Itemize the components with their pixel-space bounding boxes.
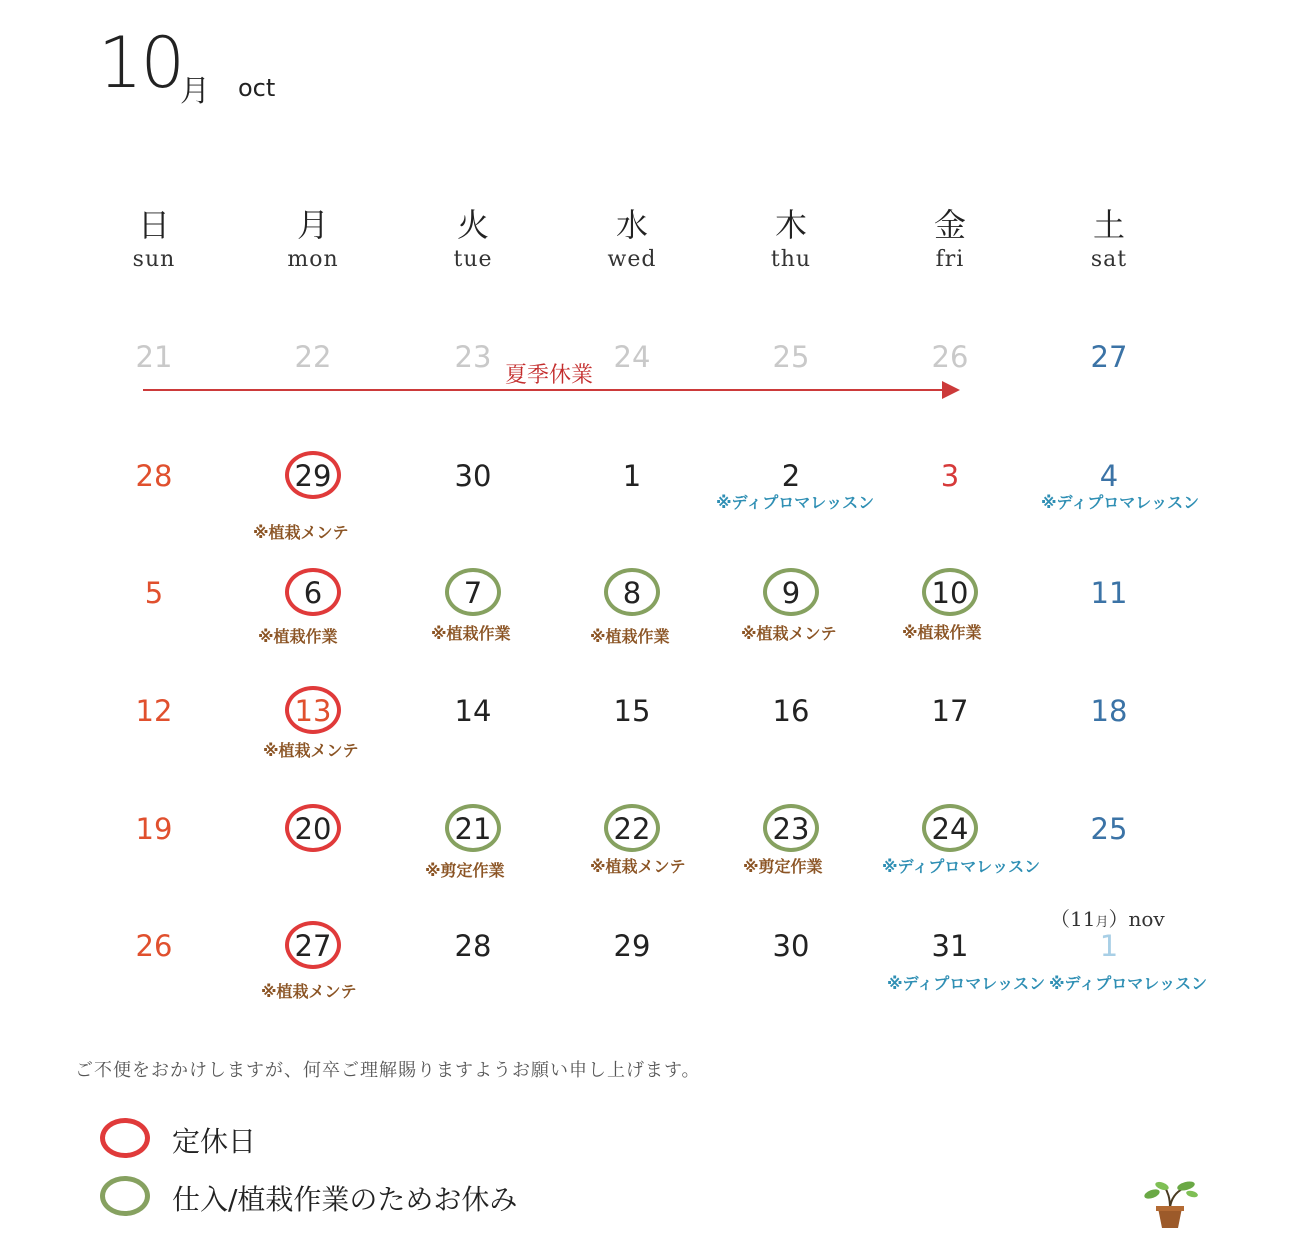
day-note: ※植栽メンテ [741,624,837,643]
weekday-en: sat [1090,247,1128,272]
day-number [284,804,342,854]
day-number: 3 [940,459,960,493]
calendar-day [721,340,861,382]
calendar-day [880,459,1020,501]
weekday-en: mon [287,247,339,272]
weekday-fri [880,205,1020,275]
calendar-day [1039,694,1179,736]
calendar-day [84,459,224,501]
month-kanji: 月 [180,74,210,109]
calendar-day [243,929,383,1001]
calendar-day [243,340,383,382]
green-circle-icon: 23 [763,804,819,852]
summer-holiday-label: 夏季休業 [505,363,594,388]
day-note: ※植栽メンテ [590,857,686,876]
calendar-day [721,576,861,643]
calendar-day [562,459,702,501]
weekday-en: sun [132,247,176,272]
day-note: ※植栽作業 [902,623,982,642]
day-note: ※ディプロマレッスン [1041,493,1200,512]
calendar-day [243,812,383,854]
weekday-en: thu [770,247,812,272]
nov-close: ）nov [1108,907,1165,931]
day-number: 12 [135,694,173,728]
calendar-day [403,576,543,643]
weekday-thu [721,205,861,275]
calendar-day [84,340,224,382]
calendar-day [562,929,702,971]
day-number: 30 [772,929,810,963]
calendar-day [880,694,1020,736]
day-note: ※植栽メンテ [261,982,357,1001]
november-label [1050,903,1165,932]
day-number: 28 [135,459,173,493]
calendar-day [721,812,861,876]
day-number: 25 [1090,812,1128,846]
calendar-day [403,459,543,501]
calendar-day [562,812,702,876]
day-note: ※ディプロマレッスン [1049,974,1208,993]
summer-holiday-arrow-head-icon [942,381,960,399]
calendar-day [1039,576,1179,618]
apology-message: ご不便をおかけしますが、何卒ご理解賜りますようお願い申し上げます。 [75,1060,701,1081]
calendar-day [243,459,383,542]
day-number: 1 [1099,929,1119,963]
day-note: ※植栽メンテ [263,741,359,760]
nov-month-kanji: 月 [1095,915,1109,930]
day-number [603,804,661,854]
calendar-day [1039,459,1200,512]
calendar-day [1039,812,1179,854]
day-number: 31 [931,929,969,963]
green-circle-icon [100,1176,150,1216]
weekday-jp: 木 [774,206,807,244]
calendar-day [84,929,224,971]
green-circle-icon: 7 [445,568,501,616]
red-circle-icon: 6 [285,568,341,616]
day-number: 30 [454,459,492,493]
calendar-day [403,694,543,736]
weekday-sat [1039,205,1179,275]
day-number: 24 [613,340,651,374]
day-number: 21 [135,340,173,374]
green-circle-icon: 21 [445,804,501,852]
day-number [284,921,342,971]
day-note: ※ディプロマレッスン [887,974,1046,993]
day-number: 1 [622,459,642,493]
calendar-day [243,576,383,646]
red-circle-icon: 20 [285,804,341,852]
day-note: ※ディプロマレッスン [716,493,875,512]
day-number: 4 [1099,459,1119,493]
weekday-en: tue [453,247,493,272]
potted-plant-icon [1140,1178,1200,1230]
day-note: ※植栽メンテ [253,523,349,542]
calendar-day [84,576,224,618]
day-number [603,568,661,618]
day-number: 26 [135,929,173,963]
weekday-jp: 火 [456,206,489,244]
month-english: oct [238,74,276,102]
green-circle-icon: 8 [604,568,660,616]
day-number [762,568,820,618]
day-note: ※植栽作業 [431,624,511,643]
weekday-mon [243,205,383,275]
day-number: 22 [294,340,332,374]
green-circle-icon: 10 [922,568,978,616]
green-circle-icon: 24 [922,804,978,852]
green-circle-icon: 9 [763,568,819,616]
day-number [444,568,502,618]
red-circle-icon [100,1118,150,1158]
day-note: ※剪定作業 [425,861,505,880]
day-number: 26 [931,340,969,374]
red-circle-icon: 13 [285,686,341,734]
calendar-day [84,694,224,736]
red-circle-icon: 27 [285,921,341,969]
day-note: ※植栽作業 [590,627,670,646]
calendar-day [716,459,875,512]
day-note: ※ディプロマレッスン [882,857,1041,876]
calendar-day [721,929,861,971]
day-number [921,804,979,854]
day-number: 29 [613,929,651,963]
weekday-jp: 月 [296,206,329,244]
weekday-jp: 土 [1092,206,1125,244]
summer-holiday-arrow-line [143,389,945,391]
day-note: ※剪定作業 [743,857,823,876]
weekday-en: fri [935,247,965,272]
day-number: 17 [931,694,969,728]
day-number [284,451,342,501]
day-number: 27 [1090,340,1128,374]
legend-work-label: 仕入/植栽作業のためお休み [172,1183,518,1216]
day-number: 18 [1090,694,1128,728]
calendar-day [880,812,1041,876]
weekday-wed [562,205,702,275]
green-circle-icon: 22 [604,804,660,852]
calendar-day [562,694,702,736]
day-number: 2 [781,459,801,493]
nov-open: （11 [1050,907,1096,931]
weekday-en: wed [607,247,657,272]
calendar-day [403,812,543,880]
weekday-sun [84,205,224,275]
calendar-day [84,812,224,854]
day-number: 14 [454,694,492,728]
calendar-day [403,929,543,971]
calendar-day [243,694,383,760]
month-number: 10 [98,22,184,104]
day-number [284,568,342,618]
calendar-day [880,929,1046,993]
day-number [921,568,979,618]
calendar-day [562,576,702,646]
day-number: 23 [454,340,492,374]
day-number: 28 [454,929,492,963]
day-number [444,804,502,854]
day-number [762,804,820,854]
weekday-tue [403,205,543,275]
day-number: 15 [613,694,651,728]
day-number: 25 [772,340,810,374]
weekday-jp: 金 [933,206,966,244]
day-note: ※植栽作業 [258,627,338,646]
calendar-day [1039,929,1208,993]
day-number: 5 [144,576,164,610]
day-number: 16 [772,694,810,728]
weekday-jp: 日 [137,206,170,244]
legend-closed-label: 定休日 [172,1125,257,1158]
calendar-day [880,340,1020,382]
red-circle-icon: 29 [285,451,341,499]
calendar-day [721,694,861,736]
day-number [284,686,342,736]
calendar-day [1039,340,1179,382]
calendar-day [880,576,1020,642]
weekday-jp: 水 [615,206,648,244]
day-number: 19 [135,812,173,846]
day-number: 11 [1090,576,1128,610]
